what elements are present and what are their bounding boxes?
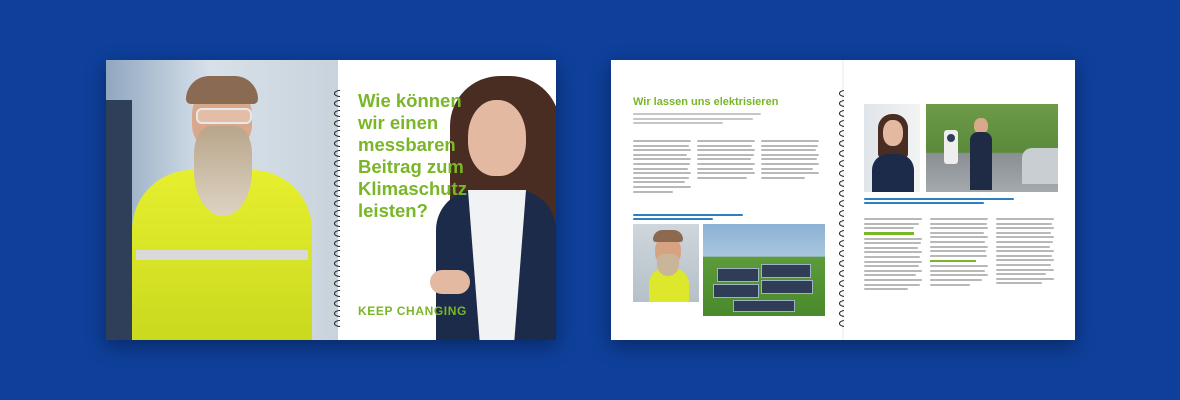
photo-caption-blue-left: [633, 214, 743, 222]
article-intro: [633, 113, 763, 127]
worker-hair: [186, 76, 258, 104]
woman-speaking-photo: [864, 104, 920, 192]
text-column-2: [697, 140, 755, 181]
worker-portrait-photo: [633, 224, 699, 302]
woman-hand: [430, 270, 470, 294]
safety-glasses: [196, 108, 252, 124]
worker-beard: [194, 126, 252, 216]
ev-charging-photo: [926, 104, 1058, 192]
article-left-page: [611, 60, 842, 340]
text-column-4: [864, 218, 922, 293]
brochure-article-spread: [611, 60, 1075, 340]
worker-photo: [106, 60, 338, 340]
brochure-opener-spread: [106, 60, 556, 340]
text-column-5: [930, 218, 988, 288]
article-title: Wir lassen uns elektrisieren: [633, 96, 779, 108]
opener-headline: Wie können wir einen messbaren Beitrag zum Klimaschutz leisten?: [358, 90, 467, 221]
photo-caption-blue-right: [864, 198, 1058, 206]
opener-text-page: [340, 60, 556, 340]
solar-park-photo: [703, 224, 825, 316]
keep-changing-tagline: KEEP CHANGING: [358, 304, 467, 318]
text-column-6: [996, 218, 1054, 287]
article-right-page: [844, 60, 1075, 340]
text-column-1: [633, 140, 691, 195]
text-column-3: [761, 140, 819, 181]
colleague-silhouette: [106, 100, 132, 340]
reflective-stripe: [136, 250, 308, 260]
